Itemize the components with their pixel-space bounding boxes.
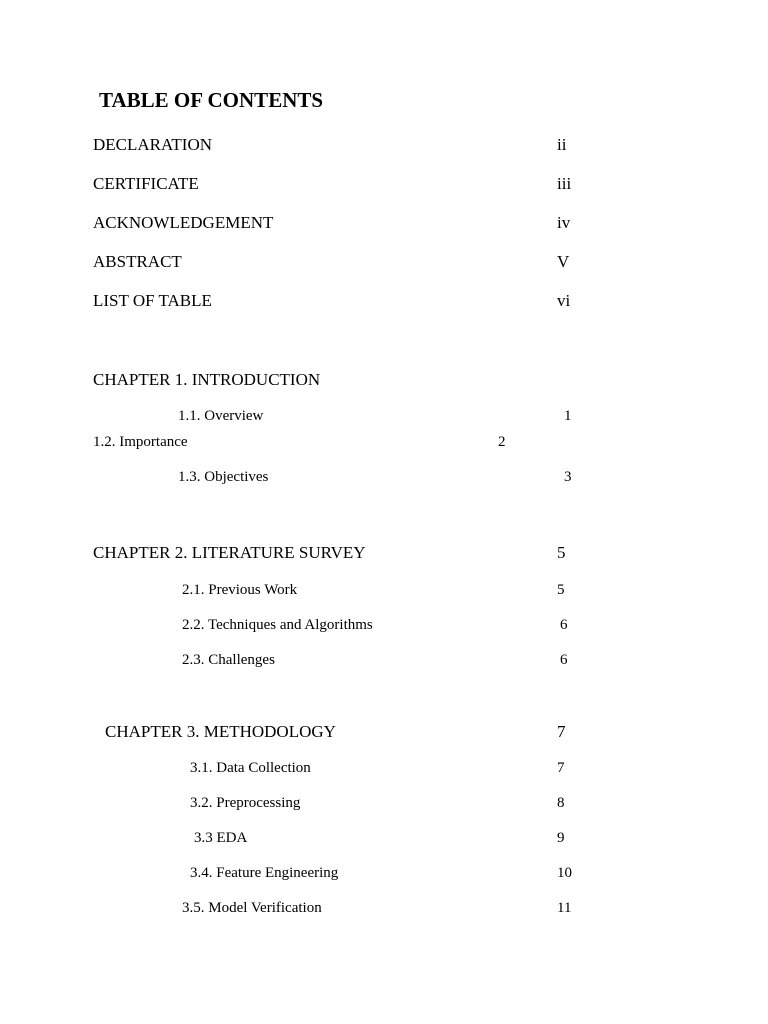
toc-entry-page: iii xyxy=(557,174,572,193)
section-page: 1 xyxy=(564,408,572,424)
toc-entry-label: LIST OF TABLE xyxy=(93,291,212,310)
section-page: 6 xyxy=(560,652,568,668)
toc-entry-label: ABSTRACT xyxy=(93,252,182,271)
section-page: 9 xyxy=(557,830,565,846)
toc-entry-page: V xyxy=(557,252,570,271)
section-page: 8 xyxy=(557,795,565,811)
chapter-heading: CHAPTER 1. INTRODUCTION xyxy=(93,370,321,389)
toc-entry-label: CERTIFICATE xyxy=(93,174,199,193)
section-page: 3 xyxy=(564,469,572,485)
toc-entry-label: DECLARATION xyxy=(93,135,212,154)
section-page: 6 xyxy=(560,617,568,633)
section-label: 2.3. Challenges xyxy=(182,652,275,668)
section-page: 7 xyxy=(557,760,565,776)
toc-entry-page: iv xyxy=(557,213,571,232)
section-page: 2 xyxy=(498,434,506,450)
section-label: 1.2. Importance xyxy=(93,434,188,450)
chapter-heading: CHAPTER 3. METHODOLOGY xyxy=(105,722,336,741)
section-label: 3.5. Model Verification xyxy=(182,900,322,916)
section-label: 3.1. Data Collection xyxy=(190,760,311,776)
toc-entry-page: ii xyxy=(557,135,567,154)
section-page: 5 xyxy=(557,582,565,598)
chapter-page: 7 xyxy=(557,722,566,741)
section-label: 3.2. Preprocessing xyxy=(190,795,301,811)
toc-entry-page: vi xyxy=(557,291,571,310)
section-label: 1.1. Overview xyxy=(178,408,264,424)
section-label: 3.4. Feature Engineering xyxy=(190,865,339,881)
section-label: 2.1. Previous Work xyxy=(182,582,298,598)
section-label: 1.3. Objectives xyxy=(178,469,269,485)
section-label: 2.2. Techniques and Algorithms xyxy=(182,617,373,633)
page-title: TABLE OF CONTENTS xyxy=(99,88,324,112)
chapter-heading: CHAPTER 2. LITERATURE SURVEY xyxy=(93,543,366,562)
toc-entry-label: ACKNOWLEDGEMENT xyxy=(93,213,274,232)
section-page: 11 xyxy=(557,900,572,916)
section-label: 3.3 EDA xyxy=(194,830,248,846)
chapter-page: 5 xyxy=(557,543,566,562)
section-page: 10 xyxy=(557,865,572,881)
